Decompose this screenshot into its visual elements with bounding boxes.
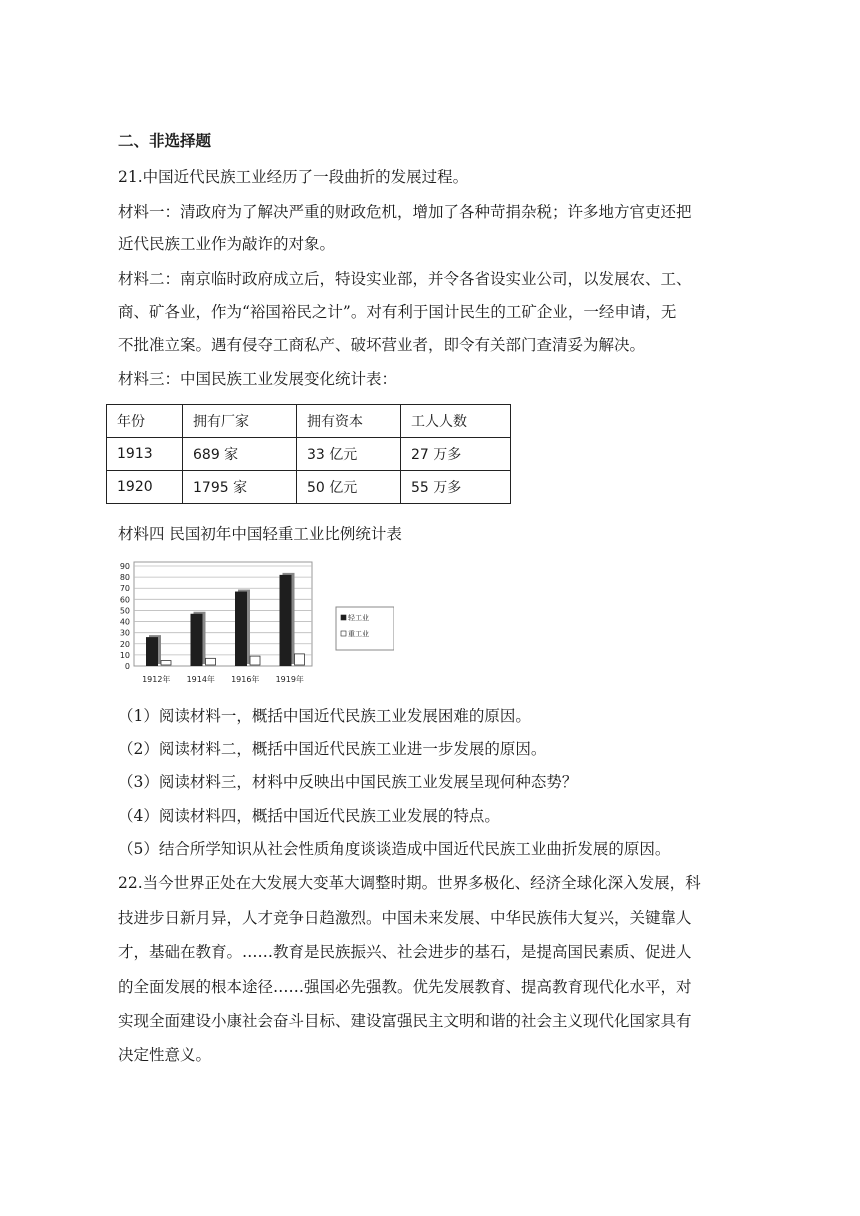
bar-light-industry xyxy=(235,592,247,666)
table-header-row xyxy=(107,405,511,438)
legend-label: 重工业 xyxy=(348,630,369,638)
y-tick-label: 10 xyxy=(119,650,130,660)
table-header-cell: 拥有资本 xyxy=(297,405,401,438)
material-2-line-2: 商、矿各业，作为“裕国裕民之计”。对有利于国计民生的工矿企业，一经申请，无 xyxy=(118,303,677,321)
industry-stats-table xyxy=(106,404,511,504)
bar-light-industry xyxy=(146,637,158,666)
table-cell: 50 亿元 xyxy=(297,471,401,504)
y-tick-label: 60 xyxy=(119,595,130,605)
material-2-line-3: 不批准立案。遇有侵夺工商私产、破坏营业者，即令有关部门查清妥为解决。 xyxy=(118,336,646,354)
q22-line-4: 的全面发展的根本途径……强国必先强教。优先发展教育、提高教育现代化水平，对 xyxy=(118,978,692,996)
question-3: （3）阅读材料三，材料中反映出中国民族工业发展呈现何种态势？ xyxy=(118,773,578,791)
table-cell: 689 家 xyxy=(183,438,297,471)
question-1: （1）阅读材料一，概括中国近代民族工业发展困难的原因。 xyxy=(118,707,531,725)
section-title: 二、非选择题 xyxy=(118,132,212,150)
industry-ratio-bar-chart xyxy=(118,556,394,692)
table-cell: 55 万多 xyxy=(401,471,511,504)
bar-light-industry xyxy=(191,614,203,666)
table-cell: 1920 xyxy=(107,471,183,504)
y-tick-label: 20 xyxy=(119,639,130,649)
q22-line-1: 22.当今世界正处在大发展大变革大调整时期。世界多极化、经济全球化深入发展，科 xyxy=(118,874,701,892)
table-header-cell: 工人人数 xyxy=(401,405,511,438)
table-header-cell: 拥有厂家 xyxy=(183,405,297,438)
table-row xyxy=(107,471,511,504)
x-tick-label: 1914年 xyxy=(186,675,215,684)
table-cell: 27 万多 xyxy=(401,438,511,471)
legend-swatch xyxy=(341,615,346,620)
bar-heavy-industry xyxy=(250,656,260,665)
bar-light-industry xyxy=(280,575,292,666)
x-tick-label: 1919年 xyxy=(275,675,304,684)
bar-heavy-industry xyxy=(161,661,171,665)
material-3-title: 材料三：中国民族工业发展变化统计表： xyxy=(118,370,398,388)
q22-line-6: 决定性意义。 xyxy=(118,1046,212,1064)
q22-line-2: 技进步日新月异，人才竞争日趋激烈。中国未来发展、中华民族伟大复兴，关键靠人 xyxy=(118,909,692,927)
table-header-cell: 年份 xyxy=(107,405,183,438)
material-2-line-1: 材料二：南京临时政府成立后，特设实业部，并令各省设实业公司，以发展农、工、 xyxy=(118,270,692,288)
y-tick-label: 70 xyxy=(119,584,130,594)
table-cell: 1795 家 xyxy=(183,471,297,504)
table-cell: 1913 xyxy=(107,438,183,471)
y-tick-label: 40 xyxy=(119,617,130,627)
question-5: （5）结合所学知识从社会性质角度谈谈造成中国近代民族工业曲折发展的原因。 xyxy=(118,840,671,858)
y-tick-label: 0 xyxy=(124,662,130,671)
y-tick-label: 90 xyxy=(119,562,130,571)
material-4-title: 材料四 民国初年中国轻重工业比例统计表 xyxy=(118,525,402,543)
question-2: （2）阅读材料二，概括中国近代民族工业进一步发展的原因。 xyxy=(118,740,547,758)
material-1-line-1: 材料一：清政府为了解决严重的财政危机，增加了各种苛捐杂税；许多地方官吏还把 xyxy=(118,203,692,221)
bar-heavy-industry xyxy=(206,658,216,665)
bar-heavy-industry xyxy=(295,654,305,665)
y-tick-label: 30 xyxy=(119,628,130,638)
table-cell: 33 亿元 xyxy=(297,438,401,471)
x-tick-label: 1916年 xyxy=(231,675,260,684)
q22-line-3: 才，基础在教育。……教育是民族振兴、社会进步的基石，是提高国民素质、促进人 xyxy=(118,943,692,961)
x-tick-label: 1912年 xyxy=(142,675,171,684)
q22-line-5: 实现全面建设小康社会奋斗目标、建设富强民主文明和谐的社会主义现代化国家具有 xyxy=(118,1012,692,1030)
y-tick-label: 50 xyxy=(119,606,130,616)
q21-stem: 21.中国近代民族工业经历了一段曲折的发展过程。 xyxy=(118,168,469,186)
y-tick-label: 80 xyxy=(119,573,130,583)
material-1-line-2: 近代民族工业作为敲诈的对象。 xyxy=(118,235,336,253)
legend-label: 轻工业 xyxy=(348,614,369,622)
legend-swatch xyxy=(341,631,346,636)
table-row xyxy=(107,438,511,471)
question-4: （4）阅读材料四，概括中国近代民族工业发展的特点。 xyxy=(118,807,500,825)
